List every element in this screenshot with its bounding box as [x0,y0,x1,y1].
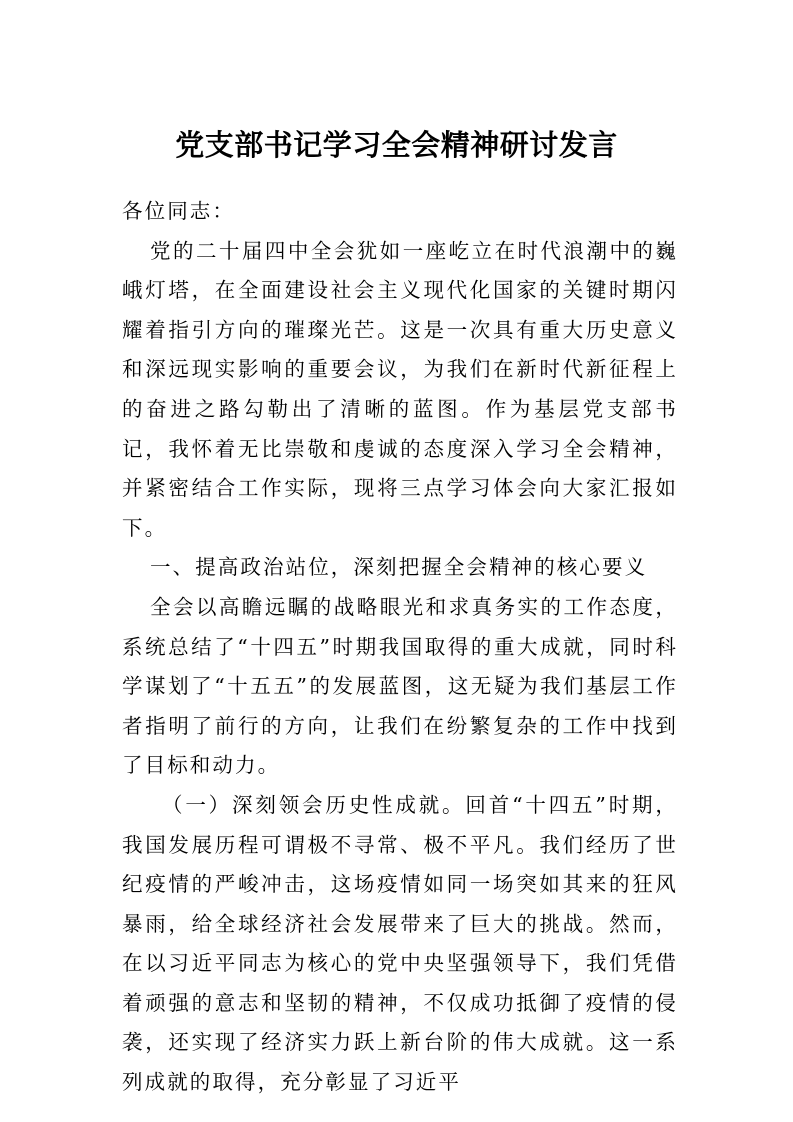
document-title: 党支部书记学习全会精神研讨发言 [175,128,618,162]
paragraph-subsection-1: （一）深刻领会历史性成就。回首“十四五”时期，我国发展历程可谓极不寻常、极不平凡。我们经历了世纪疫情的严峻冲击，这场疫情如同一场突如其来的狂风暴雨，给全球经济社会发展带来了巨大的挑战。然而，在以习近平同志为核心的党中央坚强领导下，我们凭借着顽强的意志和坚韧的精神，不仅成功抵御了疫情的侵袭，还实现了经济实力跃上新台阶的伟大成就。这一系列成就的取得，充分彰显了习近平 [122,792,678,1095]
paragraph-intro: 党的二十届四中全会犹如一座屹立在时代浪潮中的巍峨灯塔，在全面建设社会主义现代化国家的关键时期闪耀着指引方向的璀璨光芒。这是一次具有重大历史意义和深远现实影响的重要会议，为我们在新时代新征程上的奋进之路勾勒出了清晰的蓝图。作为基层党支部书记，我怀着无比崇敬和虔诚的态度深入学习全会精神，并紧密结合工作实际，现将三点学习体会向大家汇报如下。 [122,238,678,540]
salutation: 各位同志： [122,199,235,223]
document-body [122,192,678,1103]
section-heading-1: 一、提高政治站位，深刻把握全会精神的核心要义 [150,555,648,580]
paragraph-section-1: 全会以高瞻远瞩的战略眼光和求真务实的工作态度，系统总结了“十四五”时期我国取得的重大成就，同时科学谋划了“十五五”的发展蓝图，这无疑为我们基层工作者指明了前行的方向，让我们在纷繁复杂的工作中找到了目标和动力。 [122,594,678,778]
